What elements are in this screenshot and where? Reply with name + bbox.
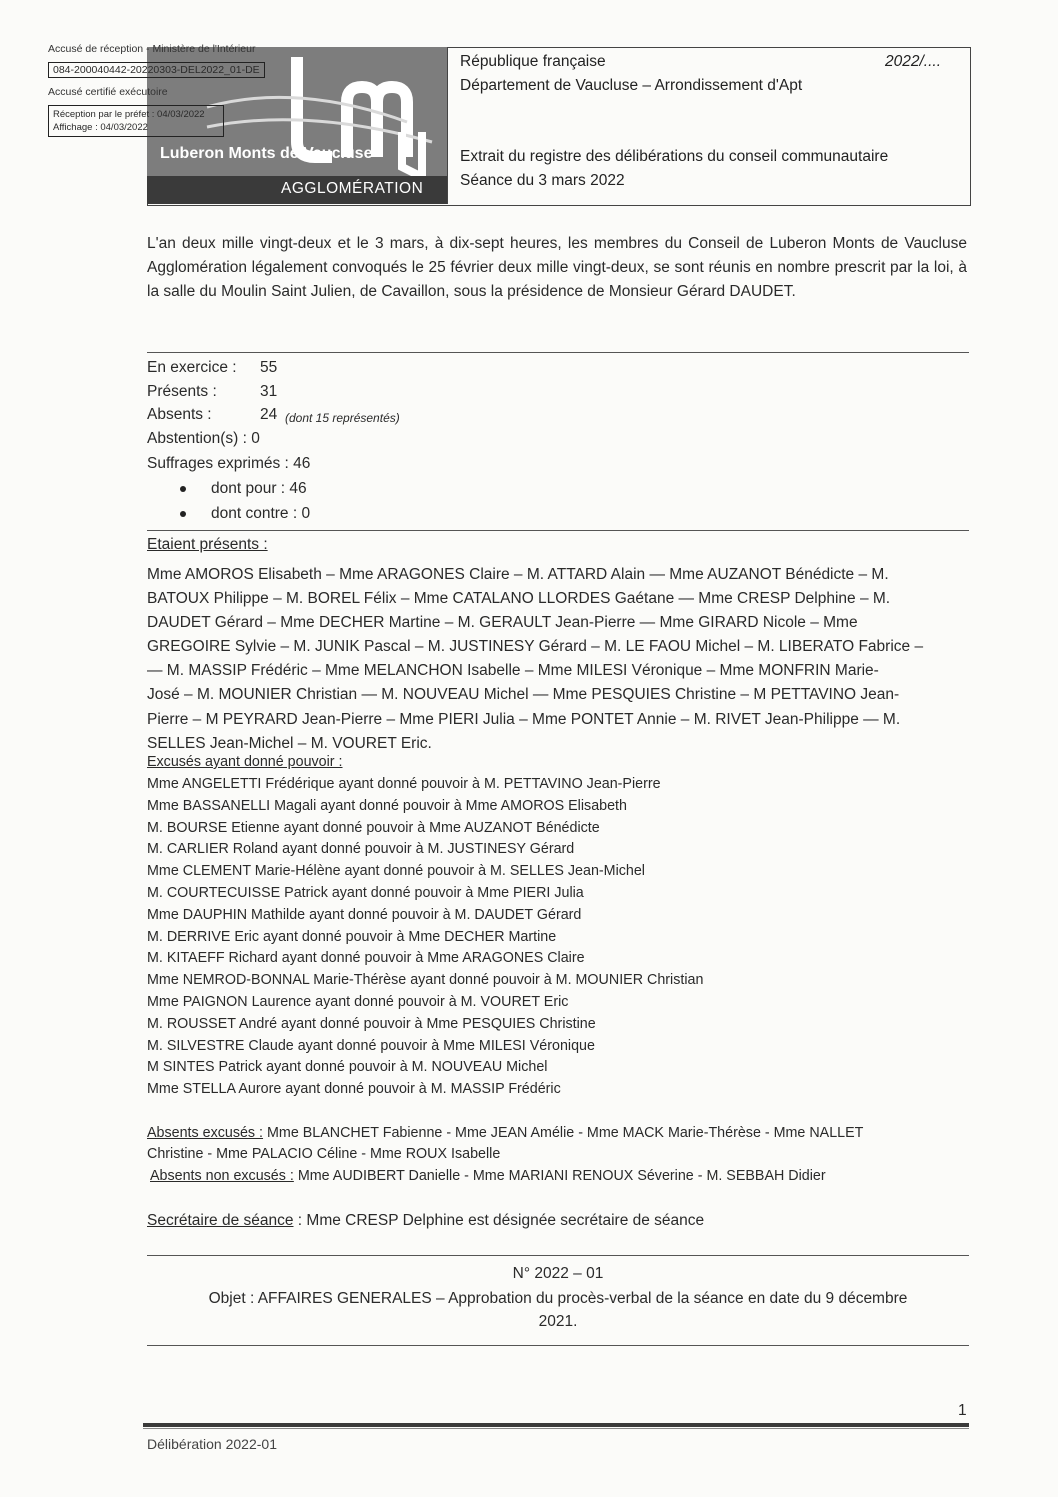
- pouvoir-line: Mme CLEMENT Marie-Hélène ayant donné pouvoir à M. SELLES Jean-Michel: [147, 863, 645, 880]
- divider: [147, 352, 969, 353]
- secretaire-text: : Mme CRESP Delphine est désignée secrétaire de séance: [293, 1212, 705, 1229]
- count-abstention: Abstention(s) : 0: [147, 430, 260, 447]
- logo-band-label: AGGLOMÉRATION: [281, 180, 424, 197]
- stamp-affichage: Affichage : 04/03/2022: [53, 122, 148, 133]
- presents-line: GREGOIRE Sylvie – M. JUNIK Pascal – M. JUSTINESY Gérard – M. LE FAOU Michel – M. LIBERATO Fabrice –: [147, 638, 924, 656]
- count-pour: dont pour : 46: [211, 480, 307, 497]
- objet-line-1: Objet : AFFAIRES GENERALES – Approbation du procès-verbal de la séance en date du 9 décembre: [208, 1290, 908, 1307]
- footer-deliberation: Délibération 2022-01: [147, 1436, 277, 1452]
- presents-list: [147, 563, 969, 756]
- divider: [147, 1255, 969, 1256]
- count-absents-value: 24: [260, 406, 278, 423]
- pouvoir-line: Mme STELLA Aurore ayant donné pouvoir à M. MASSIP Frédéric: [147, 1081, 561, 1098]
- page-number: 1: [958, 1402, 967, 1419]
- pouvoir-line: Mme DAUPHIN Mathilde ayant donné pouvoir à M. DAUDET Gérard: [147, 906, 582, 923]
- objet-line-2: 2021.: [538, 1313, 578, 1330]
- pouvoir-line: M SINTES Patrick ayant donné pouvoir à M. NOUVEAU Michel: [147, 1059, 548, 1076]
- footer-rule-thin: [143, 1428, 969, 1429]
- absents-excuses: [147, 1125, 863, 1141]
- objet-numero: N° 2022 – 01: [512, 1265, 604, 1282]
- divider: [147, 530, 969, 531]
- absents-non-excuses-label: Absents non excusés :: [150, 1168, 294, 1184]
- stamp-ref: 084-200040442-20220303-DEL2022_01-DE: [48, 62, 265, 78]
- intro-paragraph: L'an deux mille vingt-deux et le 3 mars, à dix-sept heures, les membres du Conseil de Luberon Monts de Vaucluse Agglomération légalement convoqués le 25 février deux mille vingt-deux, se sont réunis en nombre prescrit par la loi, à la salle du Moulin Saint Julien, de Cavaillon, sous la présidence de Monsieur Gérard DAUDET.: [147, 235, 967, 300]
- departement: Département de Vaucluse – Arrondissement d'Apt: [460, 77, 803, 94]
- ref-number: 2022/....: [885, 53, 942, 70]
- count-suffrages: Suffrages exprimés : 46: [147, 455, 311, 472]
- secretaire-label: Secrétaire de séance: [147, 1212, 294, 1229]
- republique: République française: [460, 53, 606, 70]
- count-exercice-value: 55: [260, 359, 278, 376]
- presents-line: DAUDET Gérard – Mme DECHER Martine – M. GERAULT Jean-Pierre — Mme GIRARD Nicole – Mme: [147, 614, 858, 632]
- pouvoir-line: Mme ANGELETTI Frédérique ayant donné pouvoir à M. PETTAVINO Jean-Pierre: [147, 776, 661, 792]
- logo-name: Luberon Monts de Vaucluse: [160, 145, 373, 162]
- stamp-line-1: Accusé de réception - Ministère de l'Intérieur: [48, 43, 256, 55]
- count-exercice-label: En exercice :: [147, 359, 237, 376]
- pouvoirs-list: [147, 774, 703, 1101]
- count-absents-note: (dont 15 représentés): [285, 411, 400, 425]
- pouvoir-line: Mme NEMROD-BONNAL Marie-Thérèse ayant donné pouvoir à M. MOUNIER Christian: [147, 972, 704, 989]
- count-contre: dont contre : 0: [211, 505, 311, 522]
- presents-line: Pierre – M PEYRARD Jean-Pierre – Mme PIERI Julia – Mme PONTET Annie – M. RIVET Jean-Philippe — M.: [147, 710, 901, 728]
- stamp-line-2: Accusé certifié exécutoire: [48, 86, 168, 98]
- bullet-icon: [180, 486, 186, 492]
- extrait: Extrait du registre des délibérations du conseil communautaire: [460, 148, 889, 165]
- divider: [147, 1345, 969, 1346]
- presents-heading: Etaient présents :: [147, 536, 268, 553]
- presents-line: BATOUX Philippe – M. BOREL Félix – Mme CATALANO LLORDES Gaétane — Mme CRESP Delphine – M.: [147, 590, 891, 608]
- absents-non-excuses: [150, 1168, 826, 1184]
- secretaire: [147, 1212, 704, 1230]
- pouvoir-line: Mme PAIGNON Laurence ayant donné pouvoir à M. VOURET Eric: [147, 993, 569, 1010]
- pouvoir-line: M. DERRIVE Eric ayant donné pouvoir à Mme DECHER Martine: [147, 928, 557, 945]
- stamp-dates: [48, 105, 224, 137]
- presents-line: SELLES Jean-Michel – M. VOURET Eric.: [147, 734, 432, 752]
- pouvoirs-heading: Excusés ayant donné pouvoir :: [147, 754, 343, 770]
- presents-line: Mme AMOROS Elisabeth – Mme ARAGONES Claire – M. ATTARD Alain — Mme AUZANOT Bénédicte – M.: [147, 566, 889, 583]
- pouvoir-line: M. BOURSE Etienne ayant donné pouvoir à Mme AUZANOT Bénédicte: [147, 819, 600, 836]
- header-divider: [447, 47, 448, 204]
- presents-line: — M. MASSIP Frédéric – Mme MELANCHON Isabelle – Mme MILESI Véronique – Mme MONFRIN Marie-: [147, 662, 879, 680]
- footer-rule: [143, 1423, 969, 1427]
- pouvoir-line: M. COURTECUISSE Patrick ayant donné pouvoir à Mme PIERI Julia: [147, 884, 584, 901]
- pouvoir-line: M. KITAEFF Richard ayant donné pouvoir à Mme ARAGONES Claire: [147, 950, 585, 967]
- absents-non-excuses-text: Mme AUDIBERT Danielle - Mme MARIANI RENOUX Séverine - M. SEBBAH Didier: [293, 1168, 826, 1184]
- pouvoir-line: M. ROUSSET André ayant donné pouvoir à Mme PESQUIES Christine: [147, 1015, 596, 1032]
- pouvoir-line: Mme BASSANELLI Magali ayant donné pouvoir à Mme AMOROS Elisabeth: [147, 797, 627, 814]
- bullet-icon: [180, 511, 186, 517]
- count-presents-value: 31: [260, 383, 278, 400]
- absents-excuses-label: Absents excusés :: [147, 1125, 264, 1141]
- seance: Séance du 3 mars 2022: [460, 172, 625, 189]
- presents-line: José – M. MOUNIER Christian — M. NOUVEAU Michel — Mme PESQUIES Christine – M PETTAVINO Jean-: [147, 686, 900, 704]
- pouvoir-line: M. CARLIER Roland ayant donné pouvoir à M. JUSTINESY Gérard: [147, 841, 575, 858]
- count-absents-label: Absents :: [147, 406, 212, 423]
- count-presents-label: Présents :: [147, 383, 217, 400]
- absents-excuses-cont: Christine - Mme PALACIO Céline - Mme ROUX Isabelle: [147, 1146, 501, 1162]
- absents-excuses-text: Mme BLANCHET Fabienne - Mme JEAN Amélie - Mme MACK Marie-Thérèse - Mme NALLET: [263, 1125, 864, 1141]
- stamp-reception: Réception par le préfet : 04/03/2022: [53, 109, 205, 120]
- pouvoir-line: M. SILVESTRE Claude ayant donné pouvoir à Mme MILESI Véronique: [147, 1037, 595, 1054]
